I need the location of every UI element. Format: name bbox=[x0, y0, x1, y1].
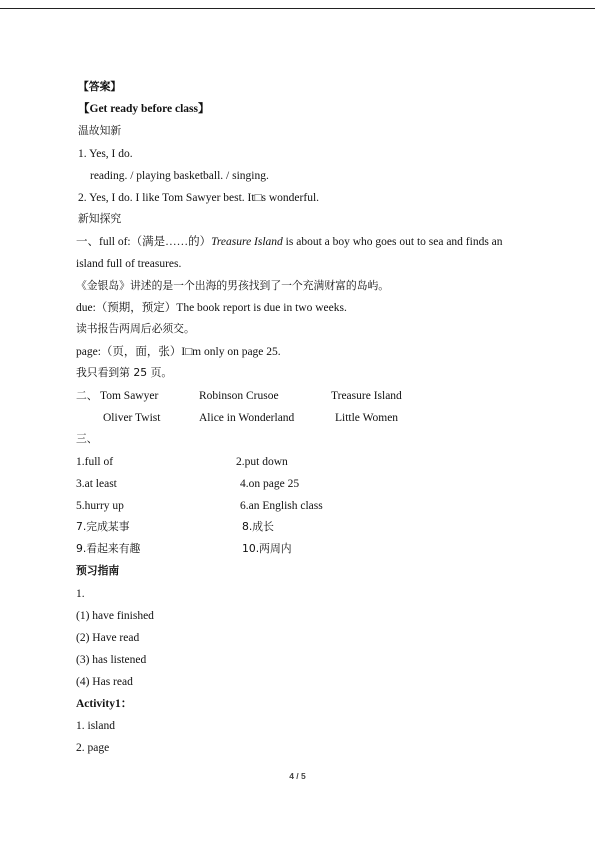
full-of-sentence bbox=[76, 235, 503, 249]
phrase-item: 5.hurry up bbox=[76, 500, 124, 512]
phrase-item: 2.put down bbox=[236, 456, 288, 468]
get-ready-heading: 【Get ready before class】 bbox=[78, 103, 210, 115]
page-cn: 我只看到第 25 页。 bbox=[76, 366, 173, 379]
phrase-item: 10.两周内 bbox=[242, 542, 292, 555]
due-sentence: due:（预期，预定）The book report is due in two weeks. bbox=[76, 302, 347, 314]
full-of-suffix: is about a boy who goes out to sea and finds an bbox=[282, 236, 503, 248]
book-title: Oliver Twist bbox=[103, 412, 161, 424]
section3-label: 三、 bbox=[76, 432, 98, 445]
review-q1-options: reading. / playing basketball. / singing. bbox=[90, 170, 269, 182]
review-heading: 温故知新 bbox=[78, 124, 122, 137]
full-of-title: Treasure Island bbox=[211, 236, 283, 248]
book-title: Robinson Crusoe bbox=[199, 390, 279, 402]
phrase-item: 3.at least bbox=[76, 478, 117, 490]
full-of-cn: 《金银岛》讲述的是一个出海的男孩找到了一个充满财富的岛屿。 bbox=[76, 279, 390, 292]
page-sentence: page:（页，面，张）I□m only on page 25. bbox=[76, 346, 281, 358]
book-title: Treasure Island bbox=[331, 390, 402, 402]
section2-label: 二、 bbox=[76, 389, 98, 402]
preview-answer: (2) Have read bbox=[76, 632, 140, 644]
phrase-item: 7.完成某事 bbox=[76, 520, 130, 533]
page-number: 4 / 5 bbox=[289, 771, 306, 781]
preview-number: 1. bbox=[76, 588, 85, 600]
activity-heading: Activity1： bbox=[76, 698, 133, 710]
header-rule bbox=[0, 8, 595, 9]
phrase-item: 8.成长 bbox=[242, 520, 274, 533]
answer-heading: 【答案】 bbox=[78, 80, 122, 93]
phrase-item: 6.an English class bbox=[240, 500, 323, 512]
preview-answer: (4) Has read bbox=[76, 676, 133, 688]
activity-answer: 1. island bbox=[76, 720, 115, 732]
full-of-prefix: 一、full of:（满是……的） bbox=[76, 236, 212, 248]
preview-answer: (3) has listened bbox=[76, 654, 147, 666]
book-title: Alice in Wonderland bbox=[199, 412, 295, 424]
preview-answer: (1) have finished bbox=[76, 610, 154, 622]
activity-answer: 2. page bbox=[76, 742, 110, 754]
phrase-item: 4.on page 25 bbox=[240, 478, 300, 490]
new-knowledge-heading: 新知探究 bbox=[78, 212, 122, 225]
full-of-cont: island full of treasures. bbox=[76, 258, 182, 270]
review-q1: 1. Yes, I do. bbox=[78, 148, 133, 160]
phrase-item: 9.看起来有趣 bbox=[76, 542, 141, 555]
book-title: Tom Sawyer bbox=[100, 390, 159, 402]
book-title: Little Women bbox=[335, 412, 399, 424]
review-q2: 2. Yes, I do. I like Tom Sawyer best. It□s wonderful. bbox=[78, 192, 320, 204]
due-cn: 读书报告两周后必须交。 bbox=[76, 322, 195, 335]
preview-heading: 预习指南 bbox=[76, 564, 120, 577]
phrase-item: 1.full of bbox=[76, 456, 114, 468]
